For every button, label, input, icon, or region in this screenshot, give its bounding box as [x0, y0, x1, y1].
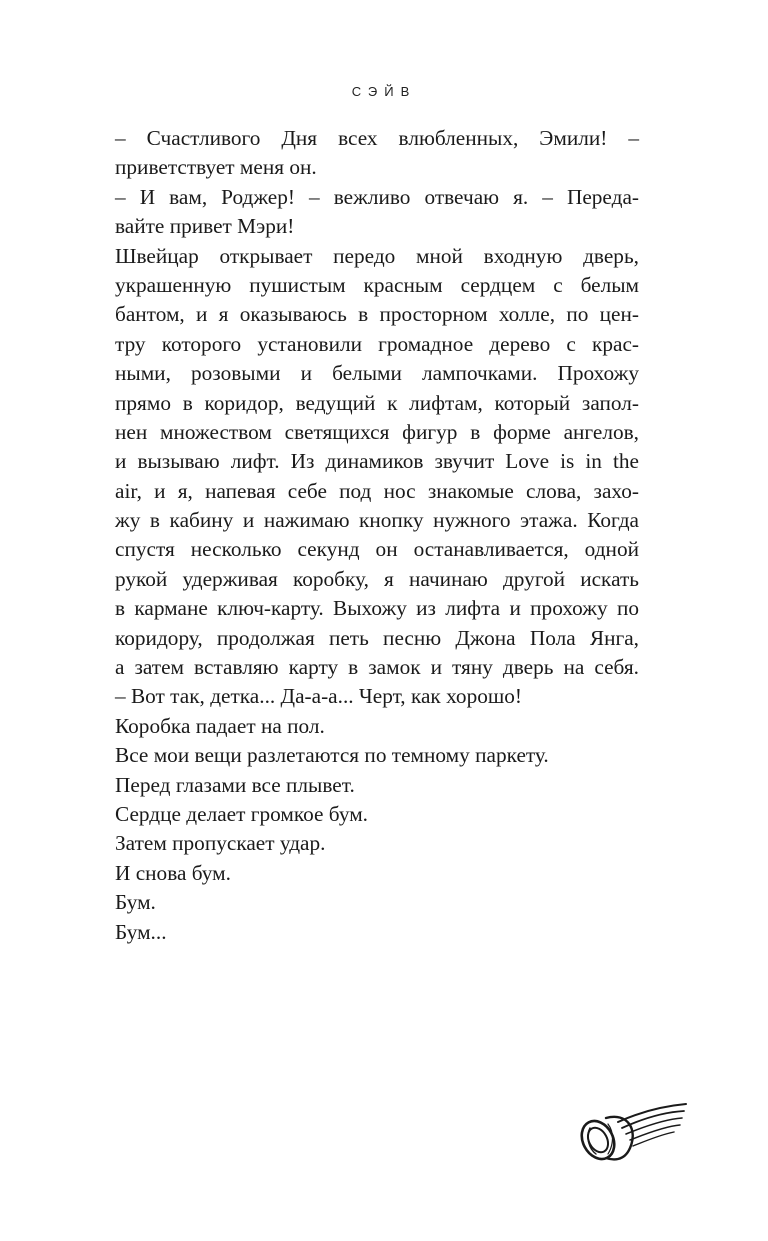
text-line-14: жу в кабину и нажимаю кнопку нужного этажа. Когда	[115, 508, 639, 533]
text-line-20: – Вот так, детка... Да-а-а... Черт, как хорошо!	[115, 684, 523, 709]
text-line-16: рукой удерживая коробку, я начинаю другой искать	[115, 566, 639, 591]
text-line-18: коридору, продолжая петь песню Джона Пола Янга,	[115, 625, 639, 650]
text-line-5: Швейцар открывает передо мной входную дверь,	[115, 243, 639, 268]
text-line-22: Все мои вещи разлетаются по темному паркету.	[115, 743, 549, 768]
text-line-13: air, и я, напевая себе под нос знакомые слова, захо-	[115, 478, 639, 503]
text-line-23: Перед глазами все плывет.	[115, 772, 355, 797]
text-line-17: в кармане ключ-карту. Выхожу из лифта и прохожу по	[115, 596, 639, 621]
text-line-28: Бум...	[115, 919, 167, 944]
text-line-7: бантом, и я оказываюсь в просторном холле, по цен-	[115, 302, 639, 327]
body-text	[115, 124, 639, 947]
text-line-1: – Счастливого Дня всех влюбленных, Эмили! –	[115, 126, 639, 150]
text-line-25: Затем пропускает удар.	[115, 831, 326, 856]
text-line-2: приветствует меня он.	[115, 155, 317, 180]
text-line-8: тру которого установили громадное дерево с крас-	[115, 331, 639, 356]
text-line-6: украшенную пушистым красным сердцем с белым	[115, 272, 639, 297]
text-line-15: спустя несколько секунд он останавливается, одной	[115, 537, 639, 562]
text-line-24: Сердце делает громкое бум.	[115, 801, 368, 826]
text-line-26: И снова бум.	[115, 860, 231, 885]
text-line-27: Бум.	[115, 890, 156, 915]
text-line-11: нен множеством светящихся фигур в форме ангелов,	[115, 419, 639, 444]
flying-ring-icon	[578, 1100, 690, 1170]
text-line-9: ными, розовыми и белыми лампочками. Прохожу	[115, 361, 639, 386]
text-line-3: – И вам, Роджер! – вежливо отвечаю я. – Переда-	[115, 184, 639, 209]
running-title: СЭЙВ	[351, 84, 417, 99]
text-line-12: и вызываю лифт. Из динамиков звучит Love is in the	[115, 449, 639, 474]
text-line-21: Коробка падает на пол.	[115, 713, 325, 738]
text-line-10: прямо в коридор, ведущий к лифтам, который запол-	[115, 390, 639, 415]
text-line-19: а затем вставляю карту в замок и тяну дверь на себя.	[115, 655, 639, 680]
text-line-4: вайте привет Мэри!	[115, 214, 295, 239]
